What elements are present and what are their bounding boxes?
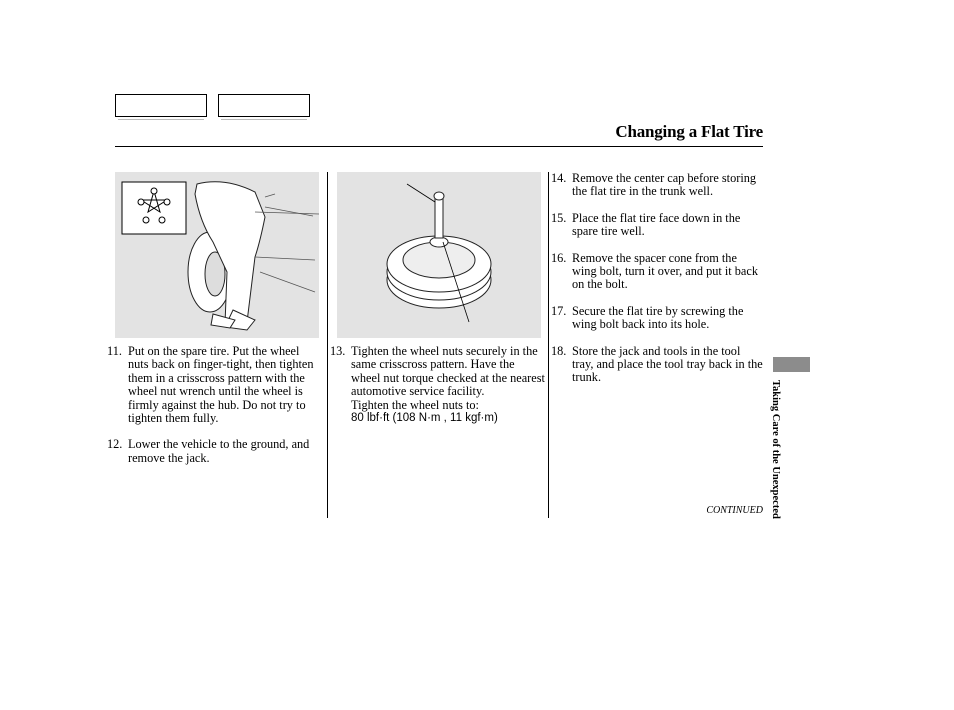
index-button[interactable] — [218, 94, 310, 117]
title-divider — [115, 146, 763, 147]
steps-column-3 — [551, 172, 763, 398]
step-text: Remove the center cap before storing the flat tire in the trunk well. — [572, 171, 757, 199]
step-text: Tighten the wheel nuts securely in the same crisscross pattern. Have the wheel nut torque checked at the nearest automotive service facility. — [351, 344, 545, 399]
step-text: Put on the spare tire. Put the wheel nuts back on finger-tight, then tighten them in a crisscross pattern with the wheel nut wrench until the wheel is firmly against the hub. Do not try to tighten them fully. — [128, 344, 314, 426]
continued-label: CONTINUED — [706, 505, 763, 516]
section-label: Taking Care of the Unexpected — [770, 380, 781, 519]
step-text: Store the jack and tools in the tool tray, and place the tool tray back in the trunk. — [572, 343, 763, 385]
step-number: 13. — [330, 344, 346, 358]
step-item — [551, 252, 763, 292]
person-tightening-nuts-icon — [115, 172, 319, 338]
step-item — [107, 438, 322, 465]
steps-column-1 — [107, 345, 322, 478]
spare-tire-well-illustration — [337, 172, 541, 338]
steps-column-2 — [330, 345, 545, 438]
torque-spec: 80 lbf·ft (108 N·m , 11 kgf·m) — [351, 412, 498, 425]
page-title: Changing a Flat Tire — [615, 122, 763, 141]
torque-intro: Tighten the wheel nuts to: — [351, 397, 479, 412]
step-text: Secure the flat tire by screwing the wing bolt back into its hole. — [572, 303, 744, 332]
step-item — [330, 345, 545, 425]
spare-tire-icon — [337, 172, 541, 338]
step-item — [551, 345, 763, 385]
section-tab[interactable] — [773, 357, 810, 372]
step-text: Place the flat tire face down in the spare tire well. — [572, 210, 741, 239]
step-number: 18. — [551, 343, 567, 358]
step-item — [551, 212, 763, 239]
tightening-wheel-nuts-illustration — [115, 172, 319, 338]
step-number: 16. — [551, 250, 567, 265]
step-number: 15. — [551, 210, 567, 225]
step-item — [551, 172, 763, 199]
main-menu-button[interactable] — [115, 94, 207, 117]
step-text: Lower the vehicle to the ground, and remove the jack. — [128, 437, 310, 465]
column-divider — [327, 172, 328, 518]
step-item — [551, 305, 763, 332]
step-text: Remove the spacer cone from the wing bolt, turn it over, and put it back on the bolt. — [572, 250, 758, 292]
step-number: 17. — [551, 303, 567, 318]
column-divider — [548, 172, 549, 518]
step-number: 11. — [107, 344, 122, 358]
step-number: 12. — [107, 437, 123, 452]
step-number: 14. — [551, 171, 567, 185]
step-item — [107, 345, 322, 425]
